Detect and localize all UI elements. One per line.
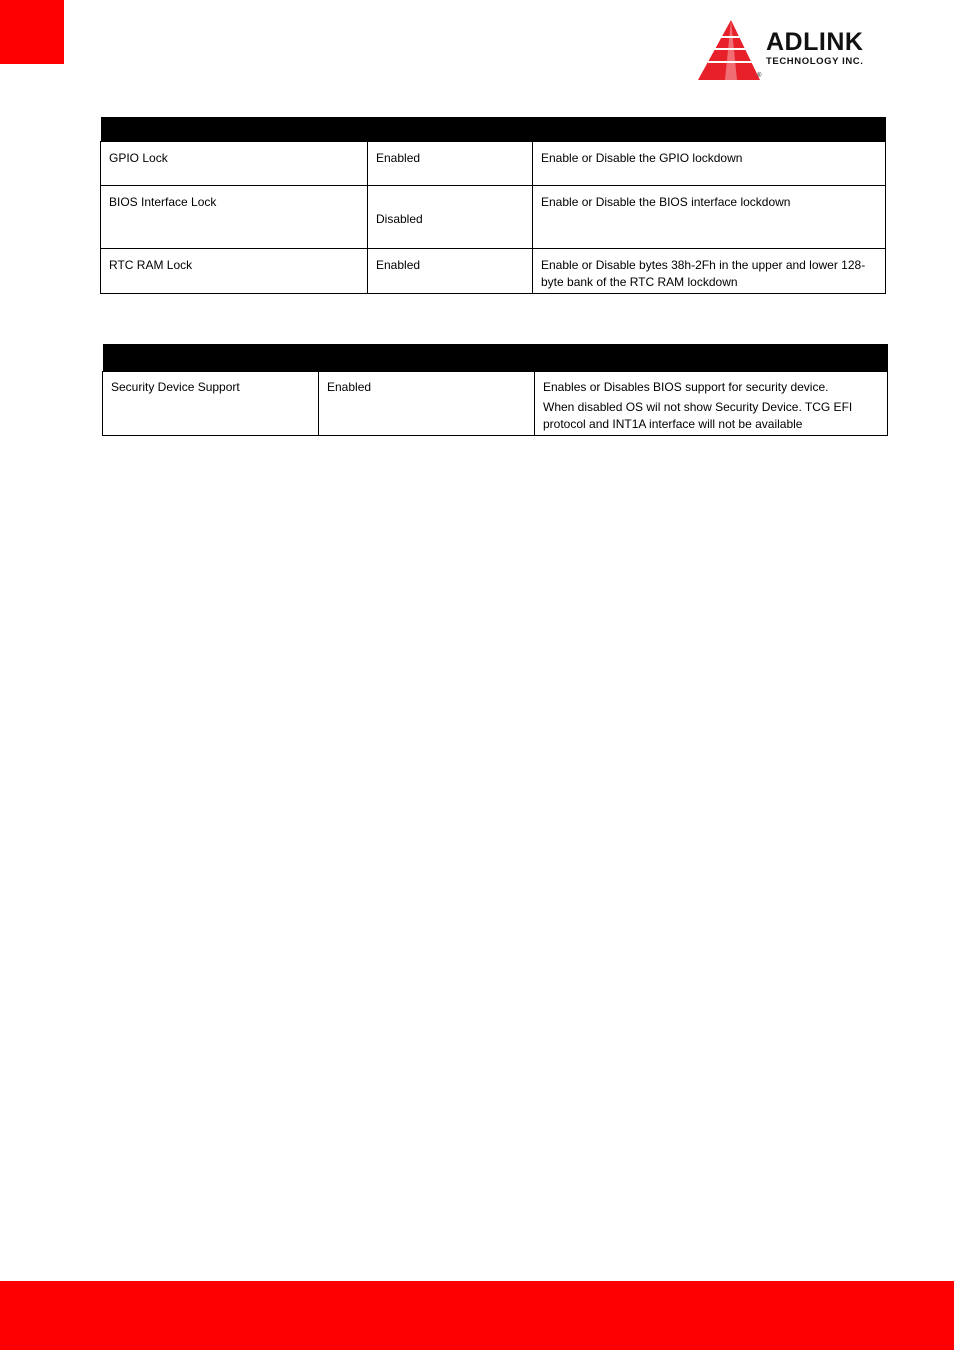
header-cell-item (101, 117, 368, 142)
setting-description: Enable or Disable the GPIO lockdown (533, 142, 886, 186)
table-row (101, 186, 886, 249)
header-cell-description (533, 117, 886, 142)
logo-wordmark: ADLINK (766, 28, 864, 56)
logo-subtitle: TECHNOLOGY INC. (766, 56, 864, 67)
setting-name: BIOS Interface Lock (101, 186, 368, 249)
setting-name: GPIO Lock (101, 142, 368, 186)
corner-tab (0, 0, 64, 64)
table-row (101, 249, 886, 294)
table-row (101, 142, 886, 186)
settings-table-lock (100, 117, 886, 294)
description-line: protocol and INT1A interface will not be available (543, 417, 803, 431)
header-cell-description (535, 344, 888, 372)
footer-band (0, 1281, 954, 1350)
setting-value: Enabled (368, 249, 533, 294)
setting-name: Security Device Support (103, 372, 319, 436)
setting-description: Enable or Disable the BIOS interface lockdown (533, 186, 886, 249)
logo-registered-mark: ® (757, 73, 762, 79)
setting-name: RTC RAM Lock (101, 249, 368, 294)
setting-description: Enable or Disable bytes 38h-2Fh in the upper and lower 128-byte bank of the RTC RAM lockdown (533, 249, 886, 294)
setting-value: Enabled (319, 372, 535, 436)
settings-table-security (102, 344, 888, 436)
setting-value: Disabled (368, 186, 533, 249)
description-line: Enables or Disables BIOS support for security device. (543, 380, 829, 394)
header-cell-item (103, 344, 535, 372)
setting-value: Enabled (368, 142, 533, 186)
adlink-logo (694, 18, 908, 86)
description-line: When disabled OS wil not show Security Device. TCG EFI (543, 400, 853, 414)
table-row (103, 372, 888, 436)
header-cell-value (368, 117, 533, 142)
table-header-row (103, 344, 888, 372)
table-header-row (101, 117, 886, 142)
logo-triangle-icon (694, 18, 762, 84)
setting-description (535, 372, 888, 436)
